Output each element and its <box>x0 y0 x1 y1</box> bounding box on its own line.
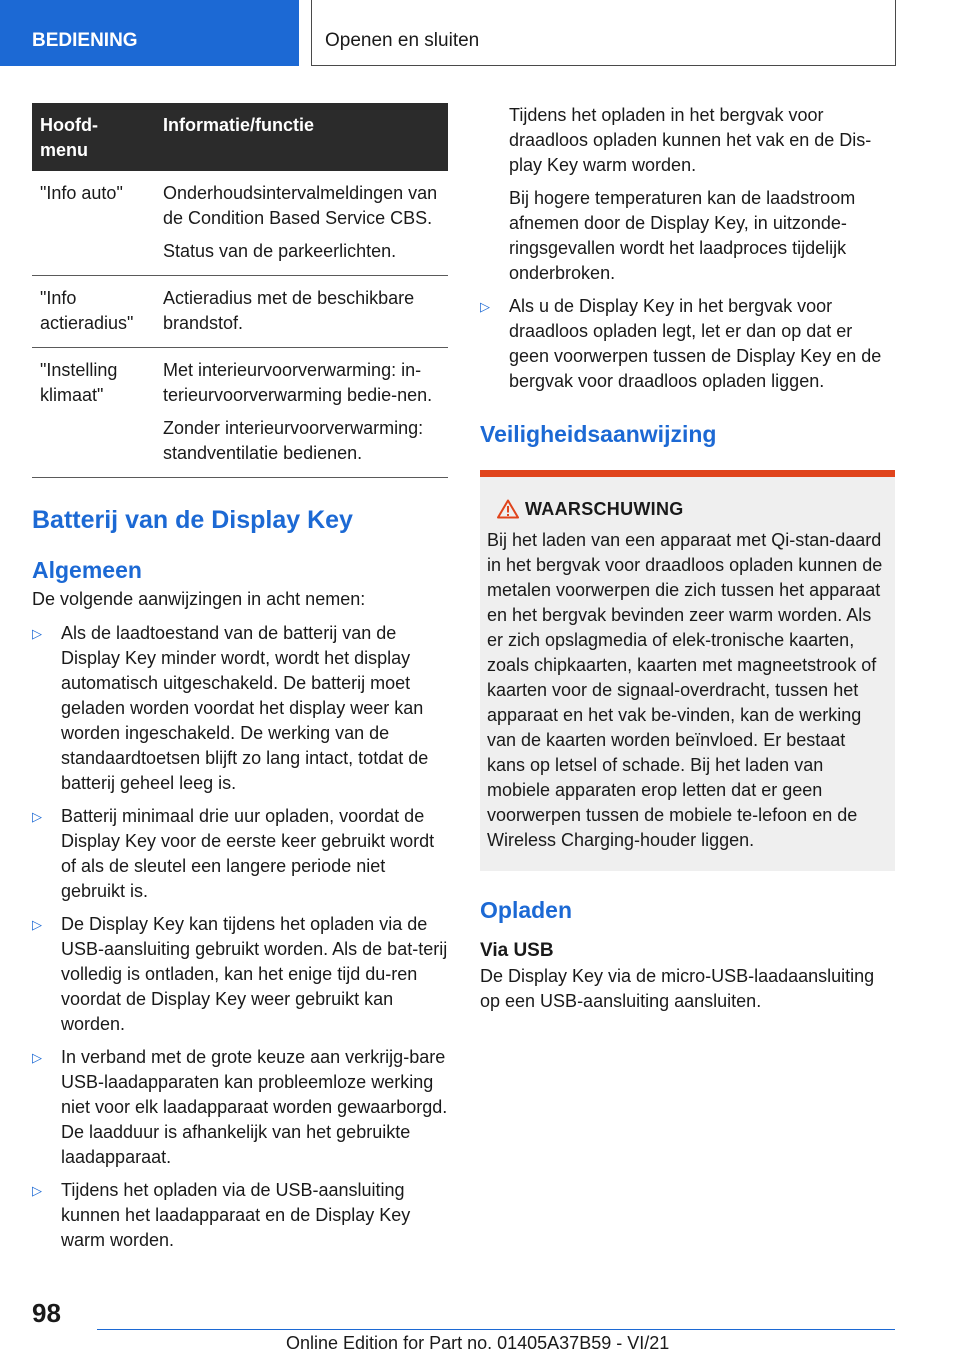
charging-heading: Opladen <box>480 897 573 923</box>
warning-text: Bij het laden van een apparaat met Qi-stan-daard in het bergvak voor draadloos opladen kunnen de metalen voorwerpen die zich tussen het apparaat en het bergvak bevinden zeer warm worden. Als er zich opslagmedia of elek-tronische kaarten, zoals chipkaarten, kaarten met magneetstrook of kaarten voor de signaal-overdracht, tussen het apparaat en het vak be-vinden, kan de werking van de kaarten worden beïnvloed. Er bestaat kans op letsel of schade. Bij het laden van mobiele apparaten erop letten dat er geen voorwerpen tussen de mobiele te-lefoon en de Wireless Charging-houder liggen. <box>487 530 883 850</box>
page-number: 98 <box>32 1298 61 1328</box>
battery-heading: Batterij van de Display Key <box>32 506 353 534</box>
table-header-row <box>32 103 448 171</box>
list-item <box>32 621 448 796</box>
list-item <box>32 1045 448 1170</box>
main-menu-table <box>32 103 448 478</box>
table-cell-text: Status van de parkeerlichten. <box>163 241 397 261</box>
table-row <box>32 276 448 348</box>
chapter-header <box>311 0 896 66</box>
table-row <box>32 348 448 478</box>
table-cell-menu: "Info actieradius" <box>32 276 155 348</box>
table-cell-info <box>155 276 448 348</box>
table-row <box>32 171 448 276</box>
section-tab <box>0 0 299 66</box>
list-item <box>32 804 448 904</box>
safety-heading: Veiligheidsaanwijzing <box>480 421 717 447</box>
table-cell-text: Met interieurvoorverwarming: in-terieurvoorverwarming bedie-nen. <box>163 360 433 405</box>
warning-title <box>487 497 887 522</box>
battery-bullet-list <box>32 621 448 1253</box>
table-header-info: Informatie/functie <box>155 103 448 171</box>
right-column <box>480 103 895 1014</box>
battery-intro: De volgende aanwijzingen in acht nemen: <box>32 589 366 609</box>
list-item <box>32 912 448 1037</box>
battery-bullet-list-continued <box>480 294 895 394</box>
section-title: BEDIENING <box>32 30 138 51</box>
table-cell-info <box>155 348 448 478</box>
continued-paragraph: Bij hogere temperaturen kan de laadstroom afnemen door de Display Key, in uitzonde-ringsgevallen wordt het laadproces tijdelijk onderbroken. <box>509 188 856 283</box>
triangle-right-icon: ▷ <box>480 299 490 314</box>
triangle-right-icon: ▷ <box>32 1183 42 1198</box>
list-item-text: Als de laadtoestand van de batterij van de Display Key minder wordt, wordt het display automatisch uitgeschakeld. De batterij moet geladen worden voordat het display weer kan worden ingeschakeld. De werking van de standaardtoetsen blijft zo lang intact, totdat de batterij geheel leeg is. <box>61 623 429 793</box>
table-header-menu: Hoofd- menu <box>32 103 155 171</box>
list-item <box>480 294 895 394</box>
list-item <box>32 1178 448 1253</box>
list-item-text: In verband met de grote keuze aan verkrijg-bare USB-laadapparaten kan probleemloze werking niet voor elk laadapparaat worden gewaarborgd. De laadduur is afhankelijk van het gebruikte laadapparaat. <box>61 1047 448 1167</box>
usb-subheading: Via USB <box>480 940 554 961</box>
general-heading: Algemeen <box>32 557 142 583</box>
list-item-text: De Display Key kan tijdens het opladen via de USB-aansluiting gebruikt worden. Als de bat-terij volledig is ontladen, kan het enige tijd du-ren voordat de Display Key weer gebruikt kan worden. <box>61 914 448 1034</box>
footer-divider <box>97 1329 895 1330</box>
warning-label: WAARSCHUWING <box>525 499 684 519</box>
footer-edition: Online Edition for Part no. 01405A37B59 - VI/21 <box>286 1333 670 1353</box>
triangle-right-icon: ▷ <box>32 626 42 641</box>
table-cell-info <box>155 171 448 276</box>
continued-paragraph: Tijdens het opladen in het bergvak voor draadloos opladen kunnen het vak en de Dis-play Key warm worden. <box>509 105 872 175</box>
triangle-right-icon: ▷ <box>32 809 42 824</box>
table-cell-text: Onderhoudsintervalmeldingen van de Condition Based Service CBS. <box>163 183 438 228</box>
list-item-text: Tijdens het opladen via de USB-aansluiting kunnen het laadapparaat en de Display Key warm worden. <box>61 1180 411 1250</box>
triangle-right-icon: ▷ <box>32 1050 42 1065</box>
list-item-text: Als u de Display Key in het bergvak voor draadloos opladen legt, let er dan op dat er geen voorwerpen tussen de Display Key en de bergvak voor draadloos opladen liggen. <box>509 296 882 391</box>
triangle-right-icon: ▷ <box>32 917 42 932</box>
warning-box <box>480 470 895 871</box>
table-cell-menu: "Instelling klimaat" <box>32 348 155 478</box>
usb-text: De Display Key via de micro-USB-laadaansluiting op een USB-aansluiting aansluiten. <box>480 966 875 1011</box>
chapter-title: Openen en sluiten <box>325 30 480 51</box>
table-cell-menu: "Info auto" <box>32 171 155 276</box>
left-column <box>32 103 448 1253</box>
list-item-text: Batterij minimaal drie uur opladen, voordat de Display Key voor de eerste keer gebruikt wordt of als de sleutel een langere periode niet gebruikt is. <box>61 806 435 901</box>
table-cell-text: Actieradius met de beschikbare brandstof. <box>163 288 415 333</box>
warning-triangle-icon <box>497 499 519 519</box>
table-cell-text: Zonder interieurvoorverwarming: standventilatie bedienen. <box>163 418 424 463</box>
